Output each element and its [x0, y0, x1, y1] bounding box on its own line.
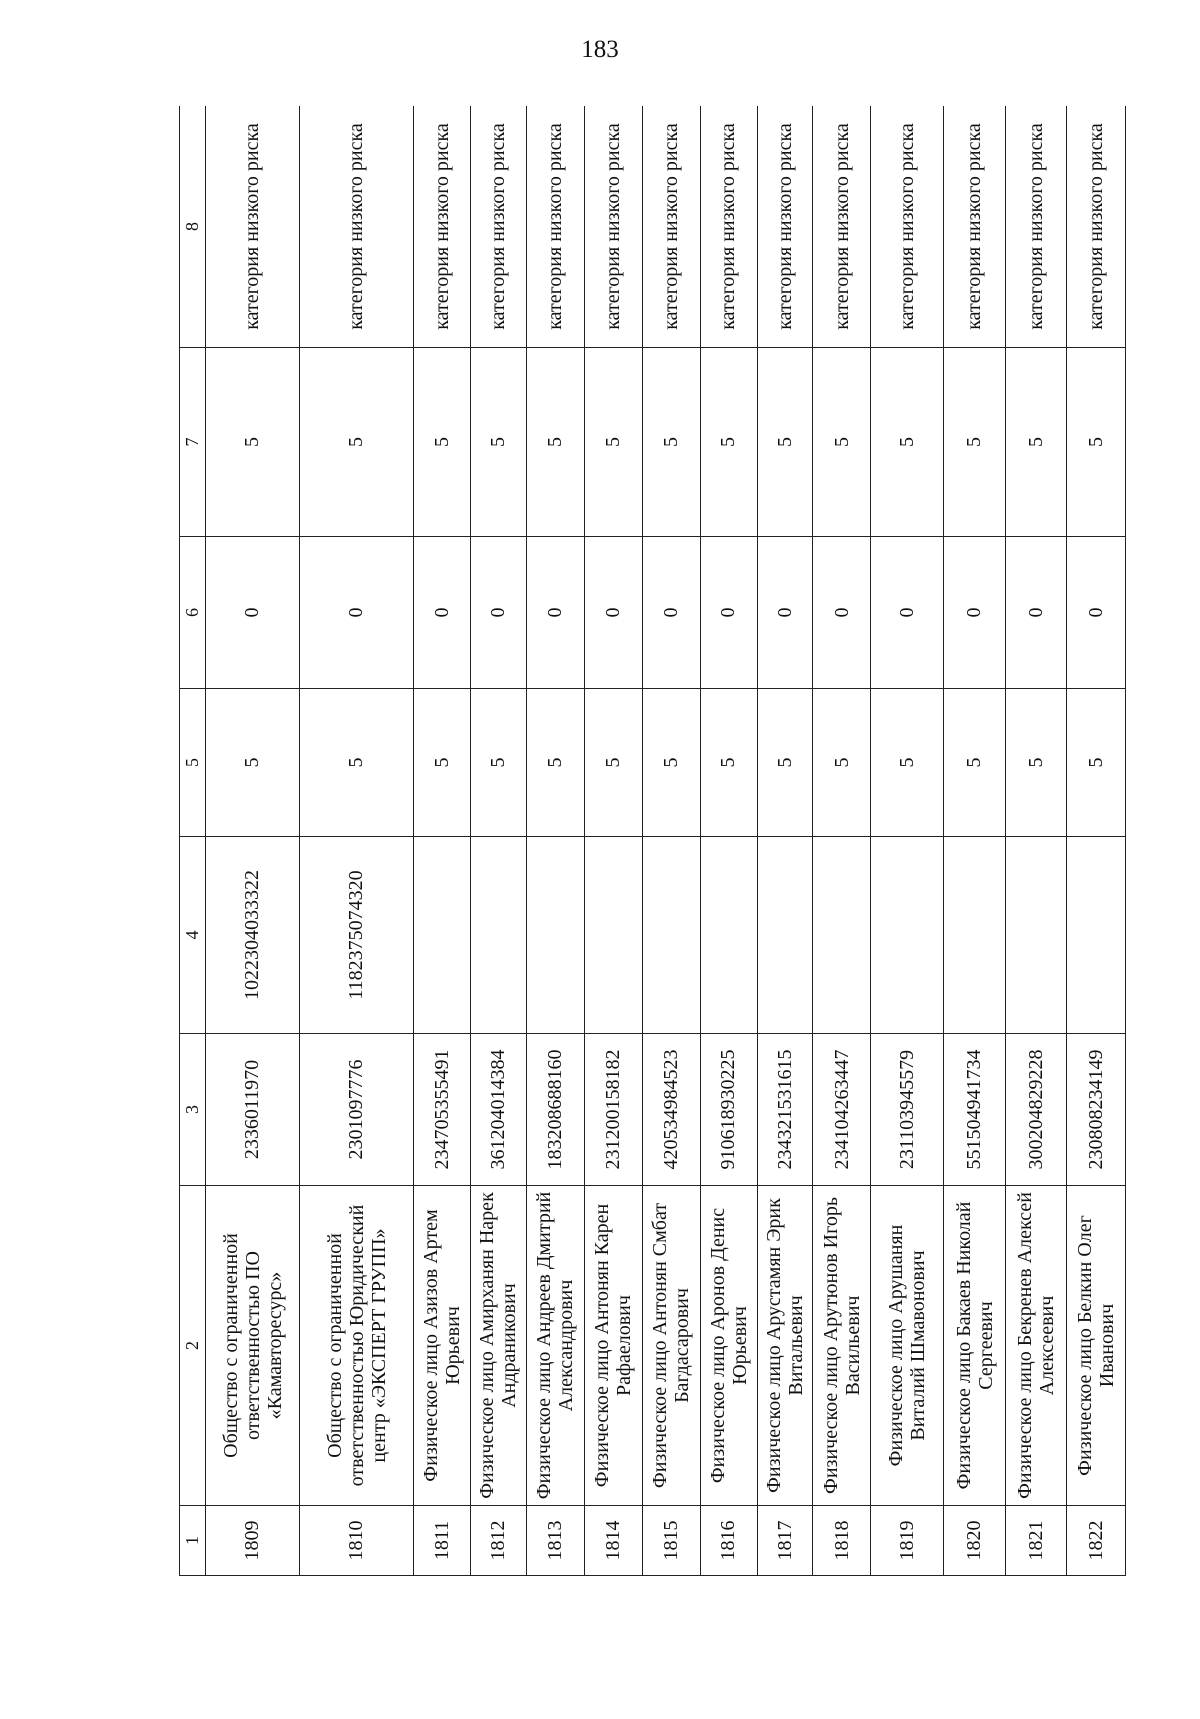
- column-6-cell: 0: [414, 537, 471, 689]
- risk-category-cell: категория низкого риска: [642, 106, 700, 348]
- column-7-cell: 5: [414, 348, 471, 537]
- inn-cell: 910618930225: [700, 1034, 757, 1186]
- risk-category-cell: категория низкого риска: [700, 106, 757, 348]
- row-number-cell: 1816: [700, 1506, 757, 1576]
- entity-name-cell: Физическое лицо Амирханян Нарек Андраникович: [470, 1186, 526, 1506]
- table-row: [700, 106, 757, 1576]
- inn-cell: 361204014384: [470, 1034, 526, 1186]
- column-7-cell: 5: [584, 348, 642, 537]
- ogrn-cell: [584, 837, 642, 1034]
- column-5-cell: 5: [757, 689, 813, 837]
- row-number-cell: 1817: [757, 1506, 813, 1576]
- entity-name-cell: Физическое лицо Белкин Олег Иванович: [1066, 1186, 1125, 1506]
- risk-category-cell: категория низкого риска: [757, 106, 813, 348]
- column-7-cell: 5: [813, 348, 871, 537]
- column-5-cell: 5: [414, 689, 471, 837]
- column-5-cell: 5: [642, 689, 700, 837]
- ogrn-cell: [526, 837, 584, 1034]
- table-row: [300, 106, 414, 1576]
- row-number-cell: 1818: [813, 1506, 871, 1576]
- inn-cell: 420534984523: [642, 1034, 700, 1186]
- table-row: [470, 106, 526, 1576]
- row-number-cell: 1813: [526, 1506, 584, 1576]
- risk-category-cell: категория низкого риска: [1066, 106, 1125, 348]
- entity-name-cell: Физическое лицо Аронов Денис Юрьевич: [700, 1186, 757, 1506]
- column-5-cell: 5: [1005, 689, 1066, 837]
- table-row: [584, 106, 642, 1576]
- entity-name-cell: Общество с ограниченной ответственностью Юридический центр «ЭКСПЕРТ ГРУПП»: [300, 1186, 414, 1506]
- column-6-cell: 0: [871, 537, 944, 689]
- column-number: 1: [180, 1506, 206, 1576]
- ogrn-cell: 1182375074320: [300, 837, 414, 1034]
- column-5-cell: 5: [205, 689, 299, 837]
- column-6-cell: 0: [642, 537, 700, 689]
- column-number: 3: [180, 1034, 206, 1186]
- entity-name-cell: Физическое лицо Бекренев Алексей Алексеевич: [1005, 1186, 1066, 1506]
- table-row: [944, 106, 1005, 1576]
- entity-name-cell: Физическое лицо Арустамян Эрик Витальевич: [757, 1186, 813, 1506]
- column-6-cell: 0: [757, 537, 813, 689]
- column-5-cell: 5: [526, 689, 584, 837]
- entity-name-cell: Физическое лицо Бакаев Николай Сергеевич: [944, 1186, 1005, 1506]
- risk-category-cell: категория низкого риска: [871, 106, 944, 348]
- column-6-cell: 0: [205, 537, 299, 689]
- inn-cell: 2336011970: [205, 1034, 299, 1186]
- risk-category-cell: категория низкого риска: [470, 106, 526, 348]
- column-number: 5: [180, 689, 206, 837]
- column-5-cell: 5: [584, 689, 642, 837]
- ogrn-cell: [757, 837, 813, 1034]
- column-7-cell: 5: [300, 348, 414, 537]
- column-7-cell: 5: [700, 348, 757, 537]
- table-row: [205, 106, 299, 1576]
- inn-cell: 234705355491: [414, 1034, 471, 1186]
- column-5-cell: 5: [944, 689, 1005, 837]
- table-row: [1066, 106, 1125, 1576]
- ogrn-cell: [944, 837, 1005, 1034]
- column-number: 7: [180, 348, 206, 537]
- table-row: [526, 106, 584, 1576]
- row-number-cell: 1819: [871, 1506, 944, 1576]
- column-7-cell: 5: [757, 348, 813, 537]
- risk-category-cell: категория низкого риска: [526, 106, 584, 348]
- column-5-cell: 5: [300, 689, 414, 837]
- column-7-cell: 5: [642, 348, 700, 537]
- entity-name-cell: Физическое лицо Азизов Артем Юрьевич: [414, 1186, 471, 1506]
- inn-cell: 230808234149: [1066, 1034, 1125, 1186]
- ogrn-cell: [1005, 837, 1066, 1034]
- inn-cell: 300204829228: [1005, 1034, 1066, 1186]
- row-number-cell: 1814: [584, 1506, 642, 1576]
- column-6-cell: 0: [470, 537, 526, 689]
- registry-table-container: [179, 106, 1126, 1576]
- column-6-cell: 0: [526, 537, 584, 689]
- table-row: [1005, 106, 1066, 1576]
- row-number-cell: 1812: [470, 1506, 526, 1576]
- registry-table: [179, 106, 1126, 1576]
- column-number-row: [180, 106, 206, 1576]
- ogrn-cell: [414, 837, 471, 1034]
- inn-cell: 183208688160: [526, 1034, 584, 1186]
- row-number-cell: 1809: [205, 1506, 299, 1576]
- row-number-cell: 1815: [642, 1506, 700, 1576]
- ogrn-cell: 1022304033322: [205, 837, 299, 1034]
- column-7-cell: 5: [944, 348, 1005, 537]
- page-number: 183: [581, 36, 619, 63]
- column-6-cell: 0: [944, 537, 1005, 689]
- column-number: 4: [180, 837, 206, 1034]
- inn-cell: 234104263447: [813, 1034, 871, 1186]
- column-5-cell: 5: [813, 689, 871, 837]
- row-number-cell: 1821: [1005, 1506, 1066, 1576]
- row-number-cell: 1820: [944, 1506, 1005, 1576]
- entity-name-cell: Физическое лицо Антонян Карен Рафаелович: [584, 1186, 642, 1506]
- row-number-cell: 1811: [414, 1506, 471, 1576]
- ogrn-cell: [700, 837, 757, 1034]
- inn-cell: 231200158182: [584, 1034, 642, 1186]
- table-row: [813, 106, 871, 1576]
- risk-category-cell: категория низкого риска: [414, 106, 471, 348]
- column-5-cell: 5: [470, 689, 526, 837]
- column-number: 6: [180, 537, 206, 689]
- inn-cell: 234321531615: [757, 1034, 813, 1186]
- column-number: 2: [180, 1186, 206, 1506]
- inn-cell: 551504941734: [944, 1034, 1005, 1186]
- column-7-cell: 5: [205, 348, 299, 537]
- column-5-cell: 5: [1066, 689, 1125, 837]
- inn-cell: 231103945579: [871, 1034, 944, 1186]
- entity-name-cell: Общество с ограниченной ответственностью ПО «Камавторесурс»: [205, 1186, 299, 1506]
- entity-name-cell: Физическое лицо Арушанян Виталий Шмавонович: [871, 1186, 944, 1506]
- entity-name-cell: Физическое лицо Антонян Смбат Багдасарович: [642, 1186, 700, 1506]
- risk-category-cell: категория низкого риска: [205, 106, 299, 348]
- column-7-cell: 5: [1005, 348, 1066, 537]
- column-6-cell: 0: [300, 537, 414, 689]
- risk-category-cell: категория низкого риска: [300, 106, 414, 348]
- ogrn-cell: [1066, 837, 1125, 1034]
- entity-name-cell: Физическое лицо Андреев Дмитрий Александрович: [526, 1186, 584, 1506]
- column-6-cell: 0: [813, 537, 871, 689]
- risk-category-cell: категория низкого риска: [1005, 106, 1066, 348]
- column-6-cell: 0: [1005, 537, 1066, 689]
- column-7-cell: 5: [1066, 348, 1125, 537]
- column-5-cell: 5: [700, 689, 757, 837]
- column-6-cell: 0: [700, 537, 757, 689]
- column-number: 8: [180, 106, 206, 348]
- column-7-cell: 5: [470, 348, 526, 537]
- table-row: [414, 106, 471, 1576]
- ogrn-cell: [813, 837, 871, 1034]
- ogrn-cell: [871, 837, 944, 1034]
- table-row: [642, 106, 700, 1576]
- column-7-cell: 5: [526, 348, 584, 537]
- table-row: [871, 106, 944, 1576]
- inn-cell: 2301097776: [300, 1034, 414, 1186]
- row-number-cell: 1810: [300, 1506, 414, 1576]
- risk-category-cell: категория низкого риска: [813, 106, 871, 348]
- table-row: [757, 106, 813, 1576]
- column-5-cell: 5: [871, 689, 944, 837]
- column-7-cell: 5: [871, 348, 944, 537]
- risk-category-cell: категория низкого риска: [584, 106, 642, 348]
- entity-name-cell: Физическое лицо Арутюнов Игорь Васильевич: [813, 1186, 871, 1506]
- row-number-cell: 1822: [1066, 1506, 1125, 1576]
- column-6-cell: 0: [584, 537, 642, 689]
- ogrn-cell: [642, 837, 700, 1034]
- risk-category-cell: категория низкого риска: [944, 106, 1005, 348]
- column-6-cell: 0: [1066, 537, 1125, 689]
- ogrn-cell: [470, 837, 526, 1034]
